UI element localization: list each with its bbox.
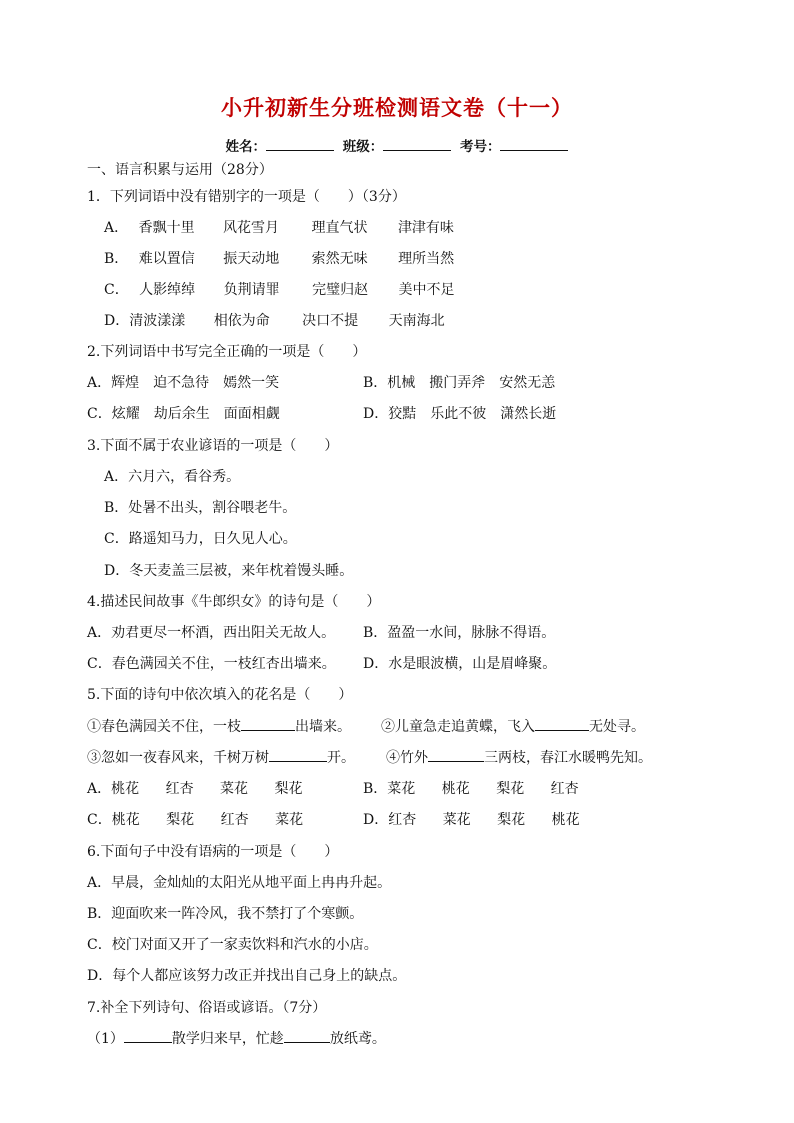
option-word: 美中不足 bbox=[398, 282, 455, 298]
option-word: 香飘十里 bbox=[138, 220, 195, 236]
option-letter: C． bbox=[87, 812, 112, 828]
question-2-option-c: C．炫耀 劫后余生 面面相觑 bbox=[87, 406, 280, 422]
option-word: 决口不提 bbox=[302, 313, 359, 329]
question-1-option-b bbox=[104, 250, 454, 268]
verse-text: ③忽如一夜春风来，千树万树 bbox=[87, 750, 269, 766]
question-5-verse-3 bbox=[87, 749, 355, 767]
option-word: 菜花 bbox=[220, 781, 249, 797]
question-3-option-b: B．处暑不出头，割谷喂老牛。 bbox=[104, 500, 297, 516]
item-number: （1） bbox=[87, 1031, 124, 1047]
question-5-option-d bbox=[363, 811, 580, 829]
fill-blank[interactable] bbox=[284, 1030, 330, 1043]
option-word: 完璧归赵 bbox=[312, 282, 369, 298]
option-word: 清波漾漾 bbox=[129, 313, 186, 329]
option-word: 红杏 bbox=[165, 781, 194, 797]
question-5-option-c bbox=[87, 811, 303, 829]
option-word: 梨花 bbox=[496, 781, 525, 797]
verse-text: ①春色满园关不住，一枝 bbox=[87, 719, 241, 735]
question-4-stem: 4.描述民间故事《牛郎织女》的诗句是（ ） bbox=[87, 594, 381, 610]
option-letter: D． bbox=[104, 313, 130, 329]
name-label: 姓名： bbox=[225, 139, 267, 155]
name-blank[interactable] bbox=[266, 138, 334, 151]
question-5-option-a bbox=[87, 780, 302, 798]
question-6-option-d: D．每个人都应该努力改正并找出自己身上的缺点。 bbox=[87, 968, 407, 984]
question-6-stem: 6.下面句子中没有语病的一项是（ ） bbox=[87, 844, 339, 860]
verse-text: ②儿童急走追黄蝶，飞入 bbox=[381, 719, 535, 735]
option-word: 梨花 bbox=[166, 812, 195, 828]
question-2-stem: 2.下列词语中书写完全正确的一项是（ ） bbox=[87, 344, 367, 360]
option-word: 振天动地 bbox=[223, 251, 280, 267]
option-word: 红杏 bbox=[220, 812, 249, 828]
student-info bbox=[0, 135, 794, 155]
question-2-option-a: A．辉煌 迫不急待 嫣然一笑 bbox=[87, 375, 280, 391]
option-word: 相依为命 bbox=[213, 313, 270, 329]
question-3-option-c: C．路遥知马力，日久见人心。 bbox=[104, 531, 297, 547]
question-1-option-c bbox=[104, 281, 455, 299]
verse-text: 散学归来早，忙趁 bbox=[171, 1031, 284, 1047]
option-word: 桃花 bbox=[441, 781, 470, 797]
question-4-option-a: A．劝君更尽一杯酒，西出阳关无故人。 bbox=[87, 625, 336, 641]
option-letter: A． bbox=[87, 781, 112, 797]
question-6-option-a: A．早晨，金灿灿的太阳光从地平面上冉冉升起。 bbox=[87, 875, 392, 891]
question-4-option-d: D．水是眼波横，山是眉峰聚。 bbox=[363, 656, 557, 672]
option-word: 红杏 bbox=[388, 812, 417, 828]
verse-text: 放纸鸢。 bbox=[329, 1031, 386, 1047]
option-word: 难以置信 bbox=[138, 251, 195, 267]
option-word: 津津有味 bbox=[397, 220, 454, 236]
verse-text: 三两枝，春江水暖鸭先知。 bbox=[484, 750, 652, 766]
fill-blank[interactable] bbox=[428, 749, 484, 762]
option-word: 桃花 bbox=[111, 781, 140, 797]
option-word: 红杏 bbox=[550, 781, 579, 797]
question-5-verse-2 bbox=[381, 718, 645, 736]
question-2-option-d: D．狡黠 乐此不彼 潇然长逝 bbox=[363, 406, 557, 422]
question-7-line-1 bbox=[87, 1030, 386, 1048]
question-1-stem: 1．下列词语中没有错别字的一项是（ ）（3分） bbox=[87, 189, 406, 205]
class-label: 班级： bbox=[342, 139, 384, 155]
question-4-option-c: C．春色满园关不住，一枝红杏出墙来。 bbox=[87, 656, 336, 672]
fill-blank[interactable] bbox=[535, 718, 589, 731]
class-blank[interactable] bbox=[383, 138, 451, 151]
question-3-option-a: A．六月六，看谷秀。 bbox=[104, 469, 241, 485]
option-word: 理所当然 bbox=[398, 251, 455, 267]
question-1-option-a bbox=[104, 219, 454, 237]
question-6-option-c: C．校门对面又开了一家卖饮料和汽水的小店。 bbox=[87, 937, 378, 953]
option-word: 理直气状 bbox=[311, 220, 368, 236]
option-word: 风花雪月 bbox=[223, 220, 280, 236]
question-5-verse-1 bbox=[87, 718, 351, 736]
option-word: 桃花 bbox=[551, 812, 580, 828]
option-word: 桃花 bbox=[111, 812, 140, 828]
option-word: 菜花 bbox=[275, 812, 304, 828]
option-letter: D． bbox=[363, 812, 389, 828]
option-word: 菜花 bbox=[387, 781, 416, 797]
question-6-option-b: B．迎面吹来一阵冷风，我不禁打了个寒颤。 bbox=[87, 906, 364, 922]
question-5-option-b bbox=[363, 780, 579, 798]
option-word: 负荆请罪 bbox=[223, 282, 280, 298]
option-letter: C． bbox=[104, 282, 129, 298]
option-letter: A． bbox=[104, 220, 129, 236]
option-word: 梨花 bbox=[274, 781, 303, 797]
option-word: 菜花 bbox=[442, 812, 471, 828]
question-3-stem: 3.下面不属于农业谚语的一项是（ ） bbox=[87, 438, 339, 454]
page-title: 小升初新生分班检测语文卷（十一） bbox=[221, 95, 573, 120]
fill-blank[interactable] bbox=[241, 718, 295, 731]
option-letter: B． bbox=[363, 781, 388, 797]
fill-blank[interactable] bbox=[124, 1030, 172, 1043]
option-word: 索然无味 bbox=[311, 251, 368, 267]
section-heading: 一、语言积累与运用（28分） bbox=[87, 162, 273, 178]
question-5-verse-4 bbox=[386, 749, 652, 767]
option-letter: B． bbox=[104, 251, 129, 267]
option-word: 梨花 bbox=[497, 812, 526, 828]
question-3-option-d: D．冬天麦盖三层被，来年枕着馒头睡。 bbox=[104, 563, 354, 579]
verse-text: ④竹外 bbox=[386, 750, 428, 766]
option-word: 天南海北 bbox=[388, 313, 445, 329]
number-label: 考号： bbox=[459, 139, 501, 155]
question-4-option-b: B．盈盈一水间，脉脉不得语。 bbox=[363, 625, 556, 641]
fill-blank[interactable] bbox=[269, 749, 327, 762]
number-blank[interactable] bbox=[500, 138, 568, 151]
verse-text: 开。 bbox=[327, 750, 355, 766]
question-7-stem: 7.补全下列诗句、俗语或谚语。（7分） bbox=[87, 1000, 327, 1016]
option-word: 人影绰绰 bbox=[139, 282, 196, 298]
question-1-option-d bbox=[104, 312, 445, 330]
verse-text: 无处寻。 bbox=[589, 719, 645, 735]
question-5-stem: 5.下面的诗句中依次填入的花名是（ ） bbox=[87, 687, 353, 703]
question-2-option-b: B．机械 搬门弄斧 安然无恙 bbox=[363, 375, 556, 391]
verse-text: 出墙来。 bbox=[295, 719, 351, 735]
